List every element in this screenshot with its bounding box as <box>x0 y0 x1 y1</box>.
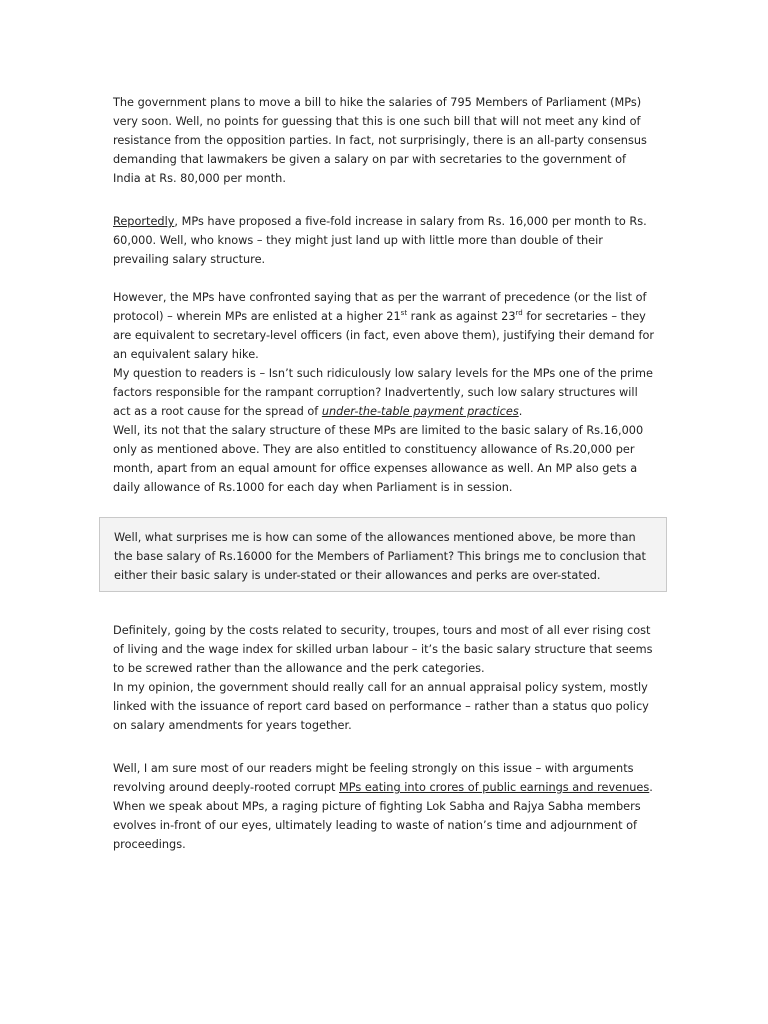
conclusion-text-b: . When we speak about MPs, a raging picture of fighting Lok Sabha and Rajya Sabha members evolves in-front of our eyes, ultimately leading to waste of nation’s time and adjournment of proceedings. <box>113 781 653 851</box>
callout-box <box>99 517 667 592</box>
paragraph-costs: Definitely, going by the costs related to security, troupes, tours and most of all ever rising cost of living and the wage index for skilled urban labour – it’s the basic salary structure that seems to be screwed rather than the allowance and the perk categories. <box>113 624 653 675</box>
paragraph-question <box>113 364 657 421</box>
mps-eating-crores-link[interactable]: MPs eating into crores of public earnings and revenues <box>339 781 650 794</box>
paragraph-protocol <box>113 288 657 364</box>
paragraph-intro: The government plans to move a bill to hike the salaries of 795 Members of Parliament (MPs) very soon. Well, no points for guessing that this is one such bill that will not meet any kind of resistance from the opposition parties. In fact, not surprisingly, there is an all-party consensus demanding that lawmakers be given a salary on par with secretaries to the government of India at Rs. 80,000 per month. <box>113 96 647 185</box>
rank-suffix-st: st <box>400 309 408 318</box>
question-text-a: My question to readers is – Isn’t such ridiculously low salary levels for the MPs one of the prime factors responsible for the rampant corruption? Inadvertently, such low salary structures will act as a root cause for the spread of <box>113 367 653 418</box>
rank-suffix-rd: rd <box>515 309 523 318</box>
callout-text: Well, what surprises me is how can some of the allowances mentioned above, be more than the base salary of Rs.16000 for the Members of Parliament? This brings me to conclusion that either their basic salary is under-stated or their allowances and perks are over-stated. <box>114 531 646 582</box>
protocol-text-b: rank as against 23 <box>407 310 516 323</box>
reportedly-link[interactable]: Reportedly <box>113 215 175 228</box>
paragraph-allowances: Well, its not that the salary structure of these MPs are limited to the basic salary of Rs.16,000 only as mentioned above. They are also entitled to constituency allowance of Rs.20,000 per month, apart from an equal amount for office expenses allowance as well. An MP also gets a daily allowance of Rs.1000 for each day when Parliament is in session. <box>113 424 644 494</box>
paragraph-reportedly <box>113 212 657 269</box>
paragraph-conclusion <box>113 759 657 854</box>
paragraph-opinion: In my opinion, the government should really call for an annual appraisal policy system, mostly linked with the issuance of report card based on performance – rather than a status quo policy on salary amendments for years together. <box>113 681 649 732</box>
conclusion-text-a: Well, I am sure most of our readers might be feeling strongly on this issue – with arguments revolving around deeply-rooted corrupt <box>113 762 634 794</box>
paragraph-reportedly-text: , MPs have proposed a five-fold increase in salary from Rs. 16,000 per month to Rs. 60,000. Well, who knows – they might just land up with little more than double of their prevailing salary structure. <box>113 215 647 266</box>
under-the-table-link[interactable]: under-the-table payment practices <box>321 405 519 418</box>
question-text-b: . <box>518 405 523 418</box>
protocol-text-a: However, the MPs have confronted saying that as per the warrant of precedence (or the list of protocol) – wherein MPs are enlisted at a higher 21 <box>113 291 647 323</box>
protocol-text-c: for secretaries – they are equivalent to secretary-level officers (in fact, even above them), justifying their demand for an equivalent salary hike. <box>113 310 655 361</box>
